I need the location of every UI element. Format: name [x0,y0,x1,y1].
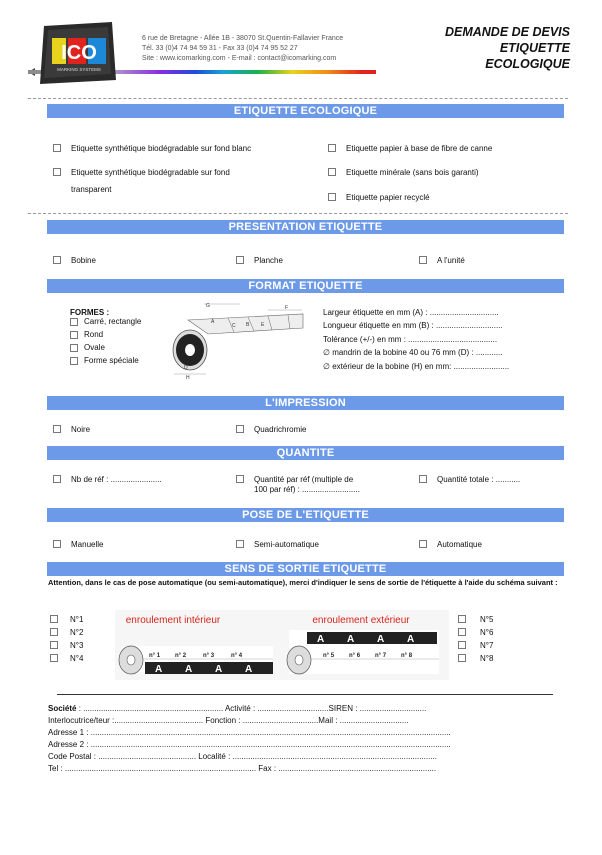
option-label: Etiquette papier recyclé [346,193,430,202]
sortie-option[interactable] [458,652,518,665]
contact-societe-line[interactable] [48,704,426,713]
checkbox[interactable] [458,628,466,636]
web-line: Site : www.icomarking.com - E-mail : contact@icomarking.com [142,55,337,62]
field-largeur[interactable]: Largeur étiquette en mm (A) : ............................... [323,308,499,317]
activite-siren-field[interactable]: Activité : ................................SIREN : .............................. [223,704,427,713]
option-label: Semi-automatique [254,540,319,549]
letter-g: G [206,303,210,309]
roll-number: n° 1 [149,653,161,659]
field-tolerance[interactable]: Tolérance (+/-) en mm : ........................................ [323,334,498,344]
option-label: Bobine [71,256,96,265]
checkbox[interactable] [50,615,58,623]
checkbox[interactable] [53,540,61,548]
label-roll-diagram [168,300,316,380]
label-glyph: A [347,634,355,645]
option-label-cont: transparent [71,185,112,194]
option-label: Rond [84,330,104,339]
checkbox[interactable] [458,641,466,649]
section-pose: POSE DE L'ETIQUETTE [47,508,564,522]
checkbox[interactable] [53,256,61,264]
option-label: N°3 [70,641,84,650]
option-label: N°8 [480,654,494,663]
roll-number: n° 6 [349,653,361,659]
winding-diagram [115,610,449,680]
section-quantite: QUANTITE [47,446,564,460]
contact-tel-line[interactable]: Tel : ...................................................................................... Fax : ....................................................................... [48,764,437,773]
label-glyph: A [245,664,253,675]
title-line: ETIQUETTE [499,41,570,55]
option-label: Etiquette papier à base de fibre de canne [346,144,493,153]
checkbox[interactable] [458,615,466,623]
option-label: N°4 [70,654,84,663]
checkbox[interactable] [328,193,336,201]
roll-number: n° 8 [401,653,413,659]
option-label: A l'unité [437,256,465,265]
checkbox[interactable] [53,425,61,433]
contact-adresse1-line[interactable]: Adresse 1 : .................................................................................................................................................................. [48,728,451,737]
label-glyph: A [377,634,385,645]
checkbox[interactable] [50,641,58,649]
option-label: N°7 [480,641,494,650]
checkbox[interactable] [70,331,78,339]
sortie-right-options [458,613,518,665]
formes-title: FORMES : [70,308,110,317]
logo-text: ICO [61,42,97,64]
label-glyph: A [407,634,415,645]
title-line: DEMANDE DE DEVIS [444,25,570,39]
phone-line: Tél. 33 (0)4 74 94 59 31 - Fax 33 (0)4 74 95 52 27 [142,45,298,52]
letter-b: B [246,322,250,328]
checkbox[interactable] [53,475,61,483]
letter-c: C [232,323,236,329]
roll-number: n° 5 [323,653,335,659]
option-label: Etiquette minérale (sans bois garanti) [346,168,479,177]
societe-field[interactable]: : ............................................................... [76,704,224,713]
option-label: Carré, rectangle [84,317,142,326]
label-glyph: A [215,664,223,675]
checkbox[interactable] [70,357,78,365]
page-title [445,24,570,72]
title-line: ECOLOGIQUE [485,57,570,71]
checkbox[interactable] [236,540,244,548]
letter-h: H [186,375,190,380]
logo-subtext: MARKING SYSTEMS [57,67,101,72]
option-label: Quantité par réf (multiple de [254,475,354,484]
roll-number: n° 4 [231,653,243,659]
option-label: Nb de réf : ....................... [71,475,162,484]
section-eco: ETIQUETTE ECOLOGIQUE [47,104,564,118]
checkbox[interactable] [419,540,427,548]
option-label: Quantité totale : ........... [437,475,521,484]
checkbox[interactable] [458,654,466,662]
enroulement-exterieur-label: enroulement extérieur [312,615,410,626]
section-impression: L'IMPRESSION [47,396,564,410]
address-line: 6 rue de Bretagne - Allée 1B - 38070 St.Quentin-Fallavier France [142,35,344,42]
option-label: Quadrichromie [254,425,307,434]
option-label: N°1 [70,615,84,624]
label-glyph: A [317,634,325,645]
checkbox[interactable] [70,344,78,352]
option-label: Etiquette synthétique biodégradable sur fond [71,168,230,177]
option-label: N°6 [480,628,494,637]
option-label: Ovale [84,343,105,352]
field-mandrin[interactable]: ∅ mandrin de la bobine 40 ou 76 mm (D) : ............ [323,348,503,358]
option-label-cont: 100 par réf) : .......................... [254,485,360,494]
checkbox[interactable] [236,256,244,264]
option-label: Planche [254,256,283,265]
section-format: FORMAT ETIQUETTE [47,279,564,293]
option-label: Noire [71,425,91,434]
section-sortie: SENS DE SORTIE ETIQUETTE [47,562,564,576]
option-label: Etiquette synthétique biodégradable sur fond blanc [71,144,252,153]
sortie-option[interactable] [458,626,518,639]
letter-d: D [184,365,188,371]
checkbox[interactable] [328,144,336,152]
label-glyph: A [155,664,163,675]
option-label: Forme spéciale [84,356,139,365]
company-address [142,34,343,64]
option-label: Manuelle [71,540,104,549]
field-exterieur[interactable]: ∅ extérieur de la bobine (H) en mm: ......................... [323,361,510,371]
checkbox[interactable] [50,628,58,636]
letter-a: A [211,319,215,325]
option-label: N°2 [70,628,84,637]
separator [28,213,568,214]
checkbox[interactable] [236,425,244,433]
roll-number: n° 7 [375,653,387,659]
sortie-option[interactable] [458,613,518,626]
checkbox[interactable] [53,144,61,152]
letter-e: E [261,322,265,328]
label-glyph: A [185,664,193,675]
checkbox[interactable] [419,256,427,264]
roll-number: n° 3 [203,653,215,659]
enroulement-interieur-label: enroulement intérieur [125,615,221,626]
sortie-note: Attention, dans le cas de pose automatique (ou semi-automatique), merci d'indiquer le sens de sortie de l'étiquette à l'aide du schéma suivant : [48,578,558,587]
checkbox[interactable] [53,168,61,176]
section-presentation: PRESENTATION ETIQUETTE [47,220,564,234]
roll-number: n° 2 [175,653,187,659]
checkbox[interactable] [419,475,427,483]
header-separator [28,98,568,99]
ico-logo [38,22,118,84]
contact-interloc-line[interactable]: Interlocutrice/teur :........................................ Fonction : ..................................Mail : ............................... [48,716,409,725]
checkbox[interactable] [236,475,244,483]
checkbox[interactable] [50,654,58,662]
letter-f: F [285,305,289,311]
format-fields [323,306,509,373]
checkbox[interactable] [328,168,336,176]
checkbox[interactable] [70,318,78,326]
contact-adresse2-line[interactable]: Adresse 2 : .................................................................................................................................................................. [48,740,451,749]
contact-rule [57,694,553,695]
field-longueur[interactable]: Longueur étiquette en mm (B) : .............................. [323,321,503,331]
contact-cp-line[interactable]: Code Postal : ............................................ Localité : ............................................................................................ [48,752,437,761]
option-label: Automatique [437,540,482,549]
societe-label: Société [48,704,77,713]
option-label: N°5 [480,615,494,624]
sortie-option[interactable] [458,639,518,652]
